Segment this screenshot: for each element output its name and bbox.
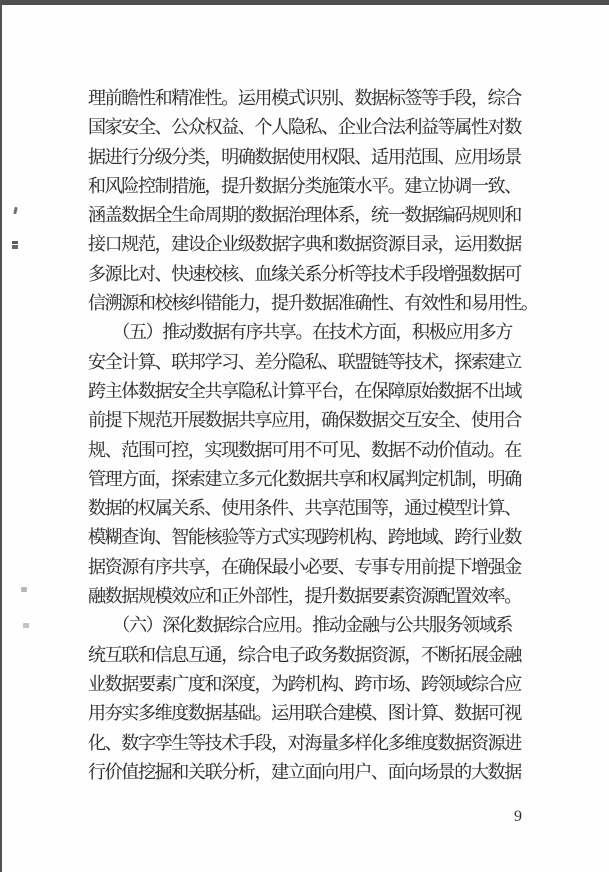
text-line: 前提下规范开展数据共享应用，确保数据交互安全、使用合 bbox=[88, 410, 521, 431]
text-line: 跨主体数据安全共享隐私计算平台，在保障原始数据不出域 bbox=[88, 380, 521, 401]
text-line: 接口规范，建设企业级数据字典和数据资源目录，运用数据 bbox=[88, 234, 521, 255]
text-line: （五）推动数据有序共享。在技术方面，积极应用多方 bbox=[88, 322, 512, 343]
text-line: 信溯源和校核纠错能力，提升数据准确性、有效性和易用性。 bbox=[88, 293, 538, 314]
text-line: 安全计算、联邦学习、差分隐私、联盟链等技术，探索建立 bbox=[88, 351, 521, 372]
text-line: 模糊查询、智能核验等方式实现跨机构、跨地域、跨行业数 bbox=[88, 527, 521, 548]
text-line: 化、数字孪生等技术手段，对海量多样化多维度数据资源进 bbox=[88, 732, 521, 753]
page-number: 9 bbox=[514, 808, 522, 825]
text-line: 行价值挖掘和关联分析，建立面向用户、面向场景的大数据 bbox=[88, 761, 521, 782]
scan-edge-top bbox=[0, 0, 609, 5]
text-line: 国家安全、公众权益、个人隐私、企业合法利益等属性对数 bbox=[88, 117, 521, 138]
scan-artifact-speck bbox=[21, 587, 27, 592]
text-line: 理前瞻性和精准性。运用模式识别、数据标签等手段，综合 bbox=[88, 88, 521, 108]
text-line: 据进行分级分类，明确数据使用权限、适用范围、应用场景 bbox=[88, 146, 521, 167]
body-text bbox=[88, 84, 538, 787]
text-line: 融数据规模效应和正外部性，提升数据要素资源配置效率。 bbox=[88, 586, 521, 607]
text-line: 和风险控制措施，提升数据分类施策水平。建立协调一致、 bbox=[88, 175, 521, 196]
scan-artifact-speck bbox=[12, 241, 18, 249]
text-line: 管理方面，探索建立多元化数据共享和权属判定机制，明确 bbox=[88, 468, 521, 489]
text-line: 规、范围可控，实现数据可用不可见、数据不动价值动。在 bbox=[88, 439, 521, 460]
text-line: 用夯实多维度数据基础。运用联合建模、图计算、数据可视 bbox=[88, 703, 521, 724]
text-line: 据资源有序共享，在确保最小必要、专事专用前提下增强金 bbox=[88, 556, 521, 577]
text-line: （六）深化数据综合应用。推动金融与公共服务领域系 bbox=[88, 615, 512, 636]
text-line: 数据的权属关系、使用条件、共享范围等，通过模型计算、 bbox=[88, 498, 521, 519]
scan-artifact-speck bbox=[13, 207, 18, 215]
scan-artifact-speck bbox=[23, 623, 29, 628]
text-line: 涵盖数据全生命周期的数据治理体系，统一数据编码规则和 bbox=[88, 205, 521, 226]
text-line: 多源比对、快速校核、血缘关系分析等技术手段增强数据可 bbox=[88, 263, 521, 284]
text-line: 业数据要素广度和深度，为跨机构、跨市场、跨领域综合应 bbox=[88, 673, 521, 694]
text-line: 统互联和信息互通，综合电子政务数据资源，不断拓展金融 bbox=[88, 644, 521, 665]
scan-edge-left bbox=[0, 0, 2, 872]
